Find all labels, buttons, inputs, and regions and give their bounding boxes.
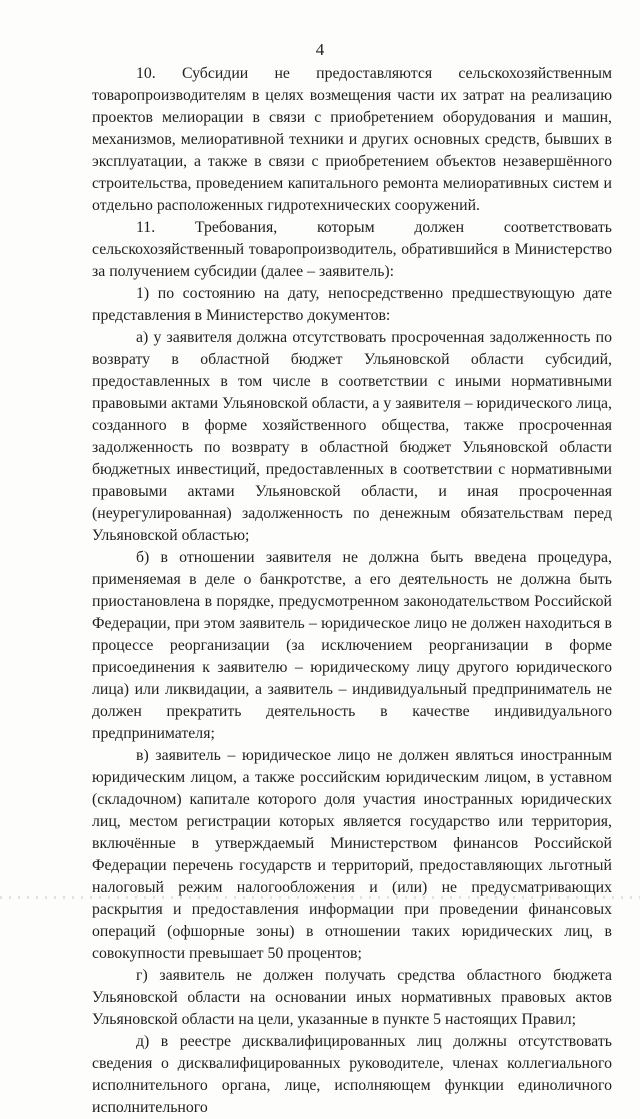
paragraph-10: 10. Субсидии не предоставляются сельскохозяйственным товаропроизводителям в целях возмещения части их затрат на реализацию проектов мелиорации в связи с приобретением оборудования и машин, механизмов, мелиоративной техники и других основных средств, бывших в эксплуатации, а также в связи с приобретением объектов незавершённого строительства, проведением капитального ремонта мелиоративных систем и отдельно расположенных гидротехнических сооружений. — [92, 65, 612, 214]
paragraph-11-1: 1) по состоянию на дату, непосредственно предшествующую дате представления в Министерство документов: — [92, 285, 612, 324]
paragraph-11-1-v: в) заявитель – юридическое лицо не должен являться иностранным юридическим лицом, а также российским юридическим лицом, в уставном (складочном) капитале которого доля участия иностранных юридических лиц, местом регистрации которых является государство или территория, включённые в утверждаемый Министерством финансов Российской Федерации перечень государств и территорий, предоставляющих льготный налоговый режим налогообложения и (или) не предусматривающих раскрытия и предоставления информации при проведении финансовых операций (офшорные зоны) в отношении таких юридических лиц, в совокупности превышает 50 процентов; — [92, 747, 612, 962]
paragraph-11-1-b: б) в отношении заявителя не должна быть введена процедура, применяемая в деле о банкротстве, а его деятельность не должна быть приостановлена в порядке, предусмотренном законодательством Российской Федерации, при этом заявитель – юридическое лицо не должен находиться в процессе реорганизации (за исключением реорганизации в форме присоединения к заявителю – юридическому лицу другого юридического лица) или ликвидации, а заявитель – индивидуальный предприниматель не должен прекратить деятельность в качестве индивидуального предпринимателя; — [92, 549, 612, 742]
paragraph-11-1-g: г) заявитель не должен получать средства областного бюджета Ульяновской области на основании иных нормативных правовых актов Ульяновской области на цели, указанные в пункте 5 настоящих Правил; — [92, 967, 612, 1028]
paragraph-11: 11. Требования, которым должен соответствовать сельскохозяйственный товаропроизводитель, обратившийся в Министерство за получением субсидии (далее – заявитель): — [92, 219, 612, 280]
scan-edge-noise — [0, 896, 640, 899]
document-body — [92, 63, 612, 1119]
paragraph-11-1-a: а) у заявителя должна отсутствовать просроченная задолженность по возврату в областной бюджет Ульяновской области субсидий, предоставленных в том числе в соответствии с иными нормативными правовыми актами Ульяновской области, а у заявителя – юридического лица, созданного в форме хозяйственного общества, также просроченная задолженность по возврату в областной бюджет Ульяновской области бюджетных инвестиций, предоставленных в соответствии с нормативными правовыми актами Ульяновской области, и иная просроченная (неурегулированная) задолженность по денежным обязательствам перед Ульяновской областью; — [92, 329, 612, 544]
page-number: 4 — [315, 40, 325, 59]
paragraph-11-1-d: д) в реестре дисквалифицированных лиц должны отсутствовать сведения о дисквалифицированных руководителе, членах коллегиального исполнительного органа, лице, исполняющем функции единоличного исполнительного — [92, 1033, 612, 1116]
